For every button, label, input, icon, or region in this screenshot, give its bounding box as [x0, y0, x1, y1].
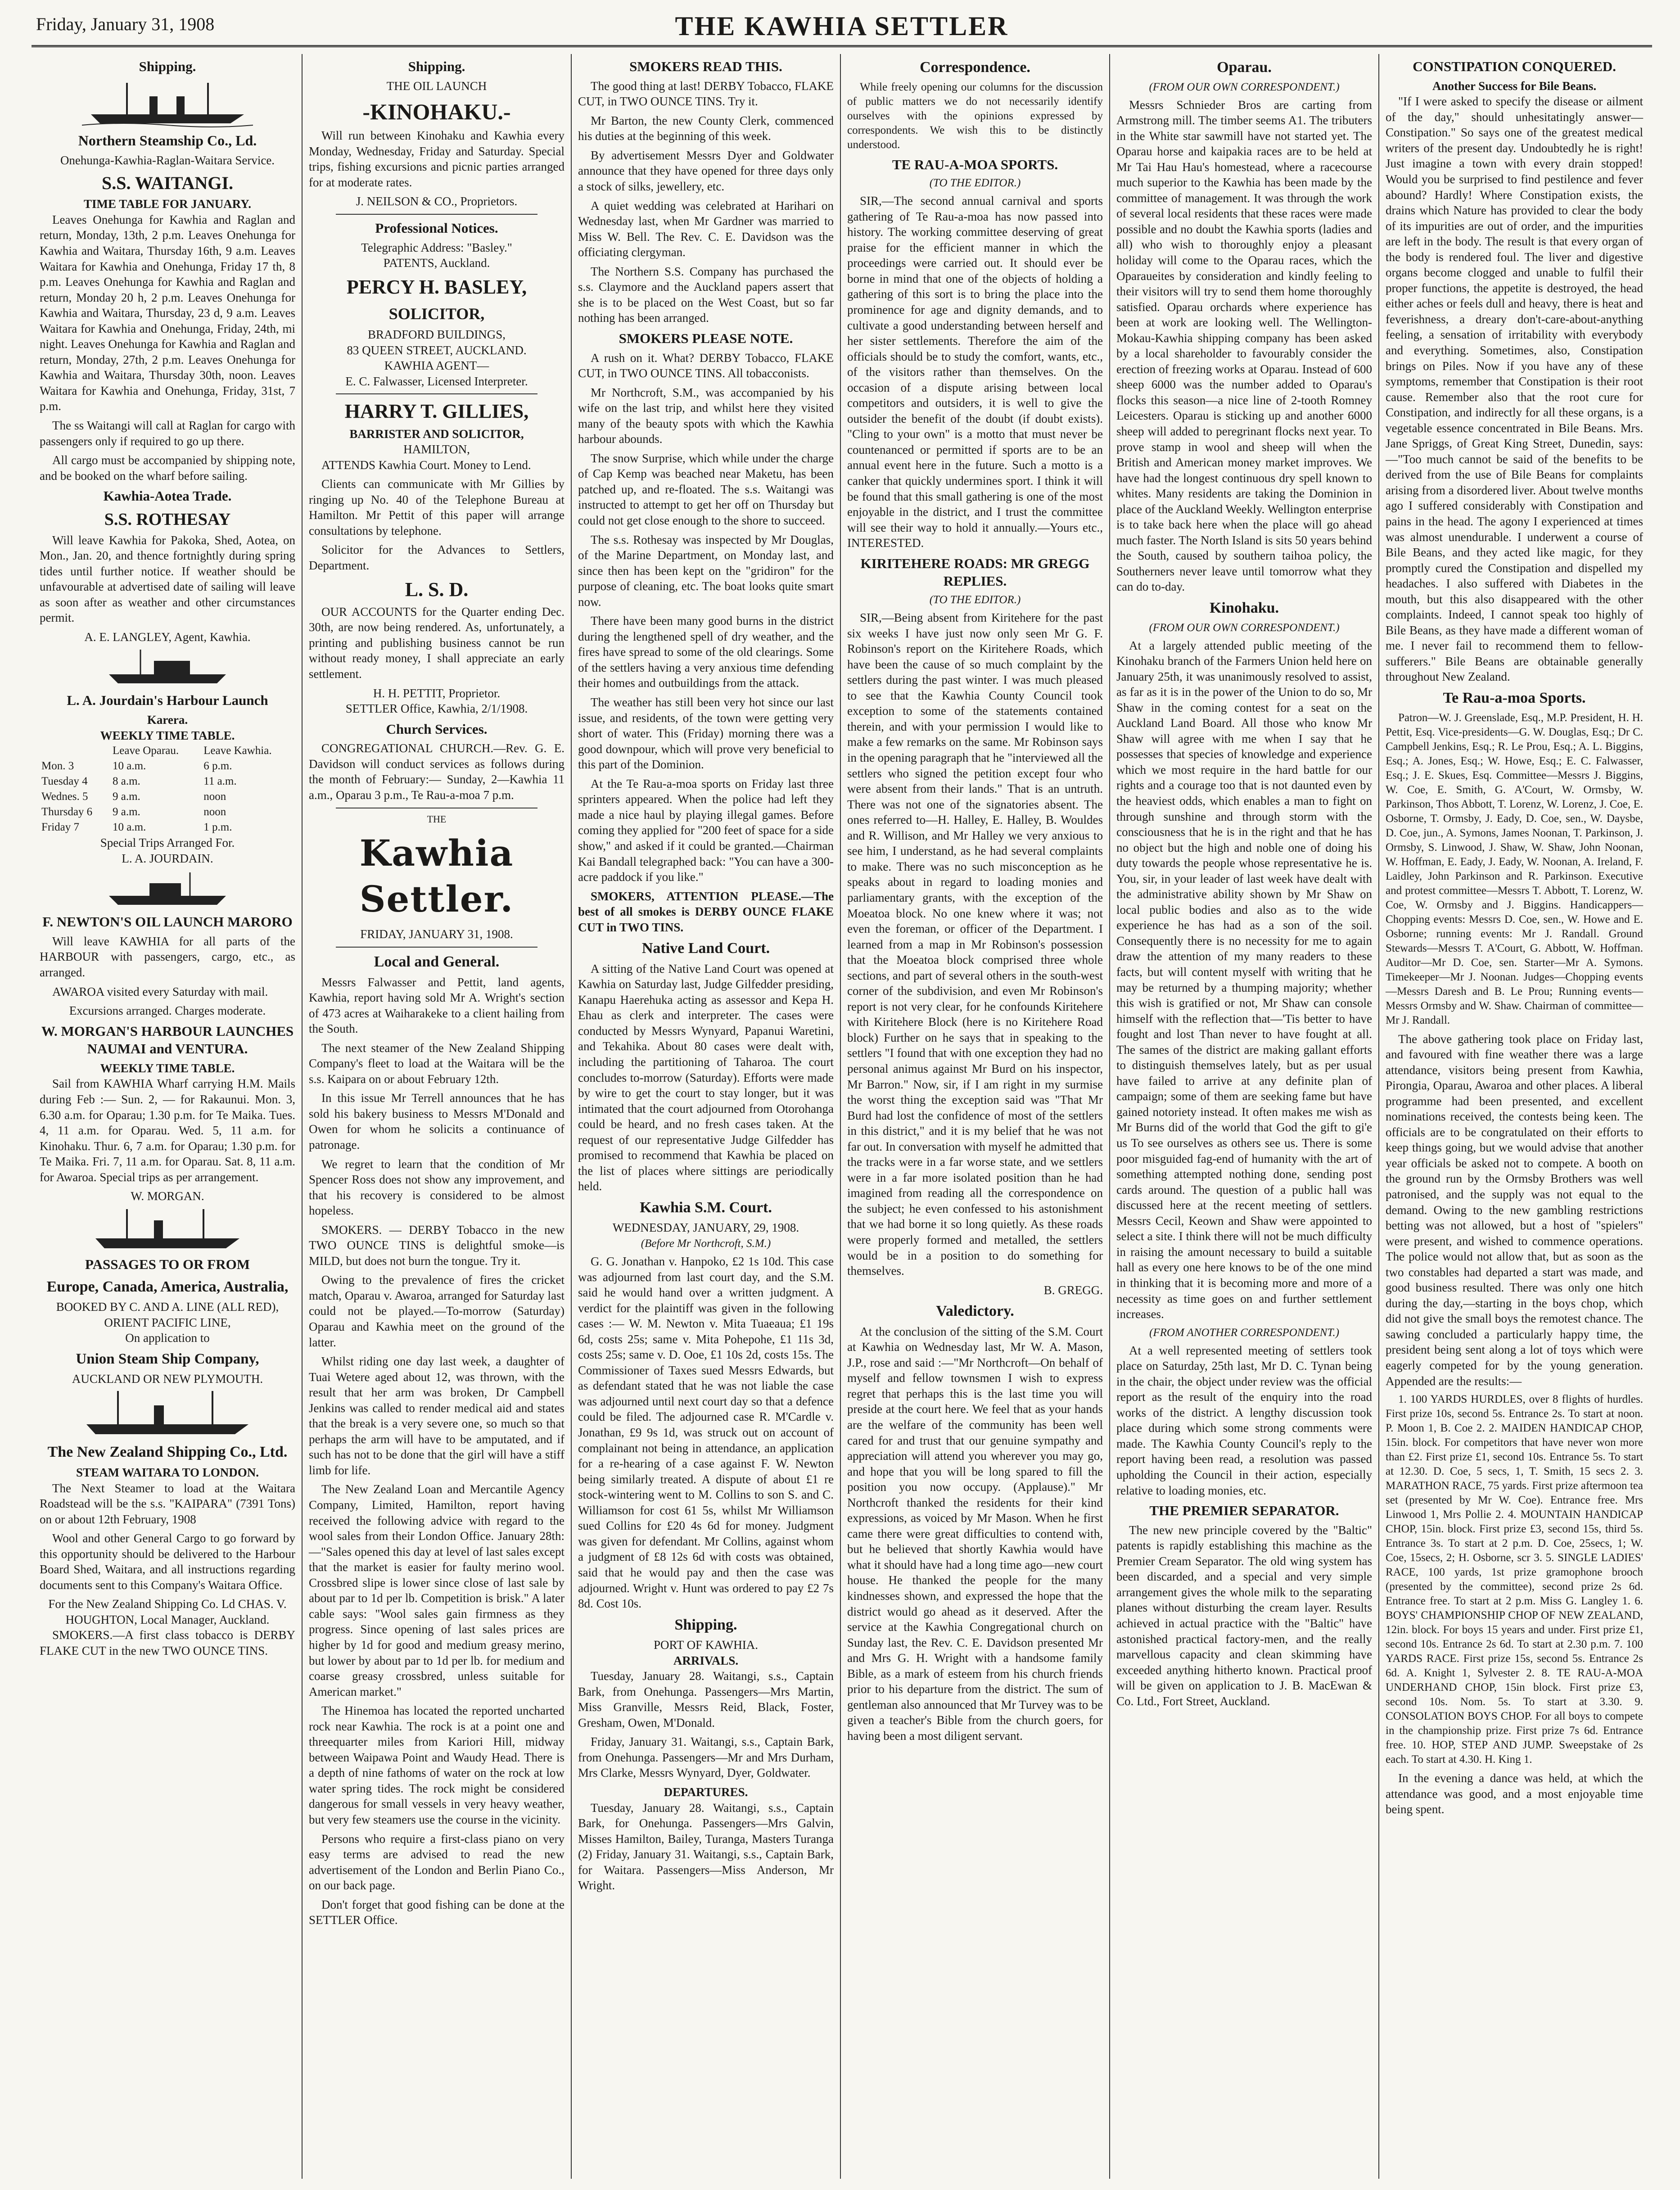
section-heading: Correspondence. [920, 59, 1030, 76]
article-text: At a well represented meeting of settlers took place on Saturday, 25th last, Mr D. C. Tynan being in the chair, the object under review was the official report as the result of the enquiry into the road works of the district. A lengthy discussion took place during which some strong comments were made. The Kawhia County Council's reply to the report having been read, a resolution was passed upholding the Council in their action, especially relative to loading monies, etc. [1116, 1343, 1372, 1497]
article-text: Messrs Schnieder Bros are carting from Armstrong mill. The timber seems A1. The tributers in the White star sawmill have not started yet. The Oparau horse and kaipakia races are to be held at Mr Tai Hau Hau's homestead, where a racecourse much superior to the Kawhia has been made by the committee of management. It was through the work of several local residents that these races were made possible and no doubt the Kawhia sports (ladies and all) who wish to thoroughly enjoy a pleasant holiday will come to the Oparau races, which the Oparaueites by consideration and kindly feeling to their visitors will try to send them home thoroughly satisfied. Oparau orchards where experience has been at work are looking well. The Wellington-Mokau-Kawhia shipping company has been asked by a local shareholder to favourably consider the erection of freezing works at Oparau. Instead of 600 sheep 6000 was the number added to Oparau's flocks this season—a nice line of 2-tooth Romney Leicesters. Oparau is sticking up and another 6000 sheep will added to peregrinant flocks next year. To prove stamp in wool and sheep will when the British and American money market improves. We have had the longest continuous dry spell known to whites. Many residents are taking the Dominion in place of the Auckland Weekly. Wellington enterprise is to take back here when the place will go ahead much faster. The North Island is sits 50 years behind the South, caused by southern taihoa policy, the Southerners never leave until tomorrow what they can do to-day. [1116, 98, 1372, 594]
section-heading: Local and General. [374, 953, 500, 971]
letter-heading: TE RAU-A-MOA SPORTS. [892, 156, 1058, 172]
table-row [40, 774, 295, 789]
ad-heading: PASSAGES TO OR FROM [85, 1256, 250, 1272]
article-text: The weather has still been very hot since our last issue, and residents, of the town were getting very short of water. This (Friday) morning there was a good downpour, which will prove very beneficial to this part of the Dominion. [578, 695, 834, 772]
ad-heading: L. S. D. [405, 578, 469, 601]
column-6 [1379, 54, 1649, 2179]
tobacco-ad: The good thing at last! DERBY Tobacco, FLAKE CUT, in TWO OUNCE TINS. Try it. [578, 79, 834, 108]
article-text: The Hinemoa has located the reported uncharted rock near Kawhia. The rock is at a point one and threequarter miles from Kariori Hill, midway between Waipawa Point and Waudy Head. There is a depth of nine fathoms of water on the rock at low water spring tides. The rock might be considered dangerous for small vessels in very heavy weather, but very few steamers use the course in the vicinity. [309, 1704, 565, 1826]
section-heading: Valedictory. [936, 1303, 1014, 1320]
shipping-entry: Tuesday, January 28. Waitangi, s.s., Captain Bark, for Onehunga. Passengers—Mrs Galvin, Misses Hamilton, Bailey, Turanga, Masters Turanga (2) Friday, January 31. Waitangi, s.s., Captain Bark, for Waitara. Passengers—Miss Anderson, Mr Wright. [578, 1801, 834, 1892]
ad-heading: SOLICITOR, [388, 305, 485, 323]
masthead [36, 9, 1648, 45]
signature: For the New Zealand Shipping Co. Ld CHAS. V. HOUGHTON, Local Manager, Auckland. [48, 1597, 287, 1626]
advertiser-name: HARRY T. GILLIES, [344, 400, 529, 423]
article-text: SMOKERS. — DERBY Tobacco in the new TWO OUNCE TINS is delightful smoke—is MILD, but does not burn the tongue. Try it. [309, 1223, 565, 1268]
table-row [40, 759, 295, 774]
notice-text: Special Trips Arranged For. [100, 836, 235, 850]
section-heading: Oparau. [1217, 59, 1272, 76]
section-heading: Shipping. [408, 59, 465, 74]
section-heading: Kawhia S.M. Court. [640, 1199, 772, 1216]
article-text: Owing to the prevalence of fires the cricket match, Oparau v. Awaroa, arranged for Saturday last could not be played.—To-morrow (Saturday) Oparau and Kawhia meet on the ground of the latter. [309, 1273, 565, 1349]
court-magistrate: (Before Mr Northcroft, S.M.) [641, 1237, 771, 1250]
table-cell: 10 a.m. [112, 760, 146, 772]
table-cell: Friday 7 [41, 821, 80, 834]
timetable-text: Sail from KAWHIA Wharf carrying H.M. Mails during Feb :— Sun. 2, — for Rakaunui. Mon. 3, 6.30 a.m. for Oparau; 1.30 p.m. for Te Maika. Tues. 4, 11 a.m. for Oparau. Wed. 5, 11 a.m. for Kinohaku. Thur. 6, 7 a.m. for Oparau; 1.30 p.m. for Te Maika. Fri. 7, 11 a.m. for Oparau. Sat. 8, 11 a.m. for Awaroa. Special trips as per arrangement. [40, 1077, 295, 1184]
article-text: Mr Barton, the new County Clerk, commenced his duties at the beginning of this week. [578, 113, 834, 143]
table-cell: Thursday 6 [41, 806, 93, 818]
shipping-entry: Tuesday, January 28. Waitangi, s.s., Captain Bark, from Onehunga. Passengers—Mrs Martin, Miss Granville, Messrs Reid, Black, Foster, Gresham, Owen, M'Donald. [578, 1669, 834, 1729]
ad-text: Clients can communicate with Mr Gillies by ringing up No. 40 of the Telephone Bureau at Hamilton. Mr Pettit of this paper will arrange consultations by telephone. [309, 477, 565, 537]
table-cell: 1 p.m. [203, 821, 232, 834]
timetable-text: Leaves Onehunga for Kawhia and Raglan and return, Monday, 13th, 2 p.m. Leaves Onehunga for Kawhia and Waitara, Thursday 16th, 9 a.m. Leaves Waitara for Kawhia and Onehunga, Friday 17 th, 8 p.m. Leaves Onehunga for Kawhia and Raglan and return, Monday 20 h, 2 p.m. Leaves Onehunga for Kawhia and Waitara, Thursday, 23 d, 9 a.m. Leaves Waitara for Kawhia and Onehunga, Friday, 24th, mi night. Leaves Onehunga for Kawhia and Raglan and return, Monday, 27th, 2 p.m. Leaves Onehunga for Kawhia and Waitara, Thursday 30th, noon. Leaves Waitara for Kawhia and Onehunga, Friday, 31st, 7 p.m. [40, 212, 295, 413]
section-heading: Kinohaku. [1209, 600, 1279, 617]
table-cell: noon [203, 806, 226, 818]
launch-illustration [100, 647, 235, 688]
table-header-row [40, 743, 295, 759]
column-1 [33, 54, 302, 2179]
notice-text: All cargo must be accompanied by shipping note, and be booked on the wharf before sailing. [40, 453, 295, 483]
ad-text: BOOKED BY C. AND A. LINE (ALL RED), ORIENT PACIFIC LINE, [56, 1300, 279, 1329]
article-text: The s.s. Rothesay was inspected by Mr Douglas, of the Marine Department, on Monday last, and since then has been kept on the "gridiron" for the purpose of cleaning, etc. The boat looks quite smart now. [578, 533, 834, 609]
table-cell: 9 a.m. [112, 806, 140, 818]
court-date: WEDNESDAY, JANUARY, 29, 1908. [612, 1221, 799, 1235]
table-cell: Mon. 3 [41, 760, 74, 772]
launch-heading: W. MORGAN'S HARBOUR LAUNCHES NAUMAI and VENTURA. [41, 1023, 294, 1057]
advertiser-name: PERCY H. BASLEY, [346, 275, 527, 298]
ad-text: "If I were asked to specify the disease or ailment of the day," should unhesitatingly answer—Constipation." So says one of the greatest medical writers of the present day. Undoubtedly he is right! Just imagine a town with every drain stopped! Would you be surprised to find pestilence and fever abound? Hardly! Where Constipation exists, the drains which Nature has provided to clear the body of its impurities are out of order, and the impurities are left in the body. The result is that every organ of the body is rendered foul. The liver and digestive organs become clogged and unable to fulfil their proper functions, the appetite is destroyed, the head either aches or feels dull and heavy, there is heat and feverishness, a dreary don't-care-about-anything feeling, a sensation of irritability with everybody and everything. Sometimes, also, Constipation brings on Piles. Now if you have any of these symptoms, remember that Constipation is their root cause. Remember also that the root cure for Constipation, and indirectly for all these organs, is a vegetable essence concentrated in Bile Beans. Mrs. Jane Spriggs, of Great King Street, Dunedin, says:—"Too much cannot be said of the benefits to be derived from the use of Bile Beans for complaints arising from a disordered liver. About twelve months ago I suffered considerably with Constipation and pains in the head. The agony I experienced at times was almost unendurable. I underwent a course of Bile Beans, and they acted like magic, for they promptly cured the Constipation and dispelled my headaches. I also suffered with Diabetes in the mouth, but this also disappeared with the other complaints. Indeed, I cannot speak too highly of Bile Beans, as they have made a different woman of me. I never fail to recommend them to fellow-sufferers." Bile Beans are obtainable generally throughout New Zealand. [1386, 95, 1643, 684]
subheading: DEPARTURES. [664, 1785, 748, 1799]
divider [336, 393, 537, 394]
editorial-note: While freely opening our columns for the discussion of public matters we do not necessarily identify ourselves with the opinions expressed by correspondents. We wish this to be distinctly understood. [847, 81, 1103, 151]
steamship-illustration [86, 1207, 248, 1252]
ad-text: Will run between Kinohaku and Kawhia every Monday, Wednesday, Friday and Saturday. Special trips, fishing excursions and picnic parties arranged for at moderate rates. [309, 129, 565, 189]
officials-list: Patron—W. J. Greenslade, Esq., M.P. President, H. H. Pettit, Esq. Vice-presidents—G. W. Douglas, Esq.; Dr C. Campbell Jenkins, Esq.; R. Le Prou, Esq.; A. L. Biggins, Esq.; A. Jones, Esq.; W. Howe, Esq.; E. C. Falwasser, Esq.; J. E. Skues, Esq. Committee—Messrs J. Biggins, W. Coe, E. Smith, G. A'Court, W. Ormsby, W. Parkinson, Thos Abbott, T. Lorenz, W. Lorenz, J. Coe, E. Osborne, T. Ormsby, J. Eady, D. Coe, sen., W. Daysbe, D. Coe, jun., A. Symons, James Noonan, T. Parkinson, J. Ormsby, S. Linwood, J. Shaw, W. Shaw, John Noonan, W. Hoffman, E. Eady, J. Eady, W. Noonan, A. Ireland, F. Laidley, John Parkinson and R. Parkinson. Executive and protest committee—Messrs T. Abbott, T. Lorenz, W. Coe, W. Ormsby and J. Biggins. Handicappers—Chopping events: Messrs D. Coe, sen., W. Howe and E. Osborne; running events: Mr J. Randall. Ground Stewards—Messrs T. A'Court, G. Abbott, W. Hoffman. Auditor—Mr D. Coe, sen. Starter—Mr A. Symons. Timekeeper—Mr J. Noonan. Judges—Chopping events—Messrs Daresh and B. Le Prou; Running events—Messrs Ormsby and W. Shaw. Chairman of committee—Mr J. Randall. [1386, 711, 1643, 1026]
paper-title: THE KAWHIA SETTLER [675, 11, 1009, 41]
article-text: At the conclusion of the sitting of the S.M. Court at Kawhia on Wednesday last, Mr W. A. Mason, J.P., rose and said :—"Mr Northcroft—On behalf of myself and fellow townsmen I wish to express regret that perhaps this is the last time you will preside at the court here. We feel that as your hands are the welfare of the community has been well cared for and trust that our genuine sympathy and appreciation will attend you wherever you may go, and hope that you will be long spared to fill the position you now occupy. (Applause)." Mr Northcroft thanked the residents for their kind expressions, as voiced by Mr Mason. When he first came there were great difficulties to contend with, but he believed that shortly Kawhia would have what it should have had a long time ago—new court house. He thanked the people for the many kindnesses shown, and expressed the hope that the district would go ahead as it deserved. After the service at the Kawhia Congregational church on Sunday last, the Rev. C. E. Davidson presented Mr and Mrs G. H. Wright with a handsome family Bible, as a mark of esteem from his church friends prior to his departure from the district. The sum of gentleman also announced that Mr Turvey was to be given a teacher's Bible from the church goers, for having been a most diligent servant. [847, 1324, 1103, 1743]
launch-timetable [40, 743, 295, 835]
article-text: At the Te Rau-a-moa sports on Friday last three sprinters appeared. When the police had left they made a nice haul by playing illegal games. Before coming they applied for "200 feet of space for a side show," and asked if it could be granted.—Chairman Kai Bandall telegraphed back: "You can have a 300-acre paddock if you like." [578, 777, 834, 884]
launch-heading: F. NEWTON'S OIL LAUNCH MARORO [42, 914, 293, 930]
issue-date-header: Friday, January 31, 1908 [36, 14, 215, 34]
table-cell: noon [203, 790, 226, 803]
table-cell: 8 a.m. [112, 775, 140, 788]
notice-text: AWAROA visited every Saturday with mail. [52, 984, 268, 998]
article-text: Messrs Falwasser and Pettit, land agents, Kawhia, report having sold Mr A. Wright's section of 473 acres at Waiharakeke to a client hailing from the South. [309, 975, 565, 1036]
table-cell: 11 a.m. [203, 775, 237, 788]
signature: J. NEILSON & CO., Proprietors. [356, 194, 518, 208]
table-row [40, 804, 295, 820]
column-3 [572, 54, 840, 2179]
ad-text: The Next Steamer to load at the Waitara Roadstead will be the s.s. "KAIPARA" (7391 Tons) on or about 12th February, 1908 [40, 1481, 295, 1526]
ad-heading: SMOKERS PLEASE NOTE. [619, 330, 793, 346]
ad-text: BRADFORD BUILDINGS, [367, 328, 506, 342]
signature: B. GREGG. [1043, 1283, 1103, 1297]
ad-text: Wool and other General Cargo to go forward by this opportunity should be delivered to the Harbour Board Shed, Waitara, and all instructions regarding documents sent to this Company's Waitara Office. [40, 1531, 295, 1592]
results-list: 1. 100 YARDS HURDLES, over 8 flights of hurdles. First prize 10s, second 5s. Entrance 2s. To start at noon. P. Moon 1, B. Coe 2. 2. MAIDEN HANDICAP CHOP, 15in. block. For competitors that have never won more than £2. First prize £1, second 10s. Entrance 5s. To start at 12.30. D. Coe, 5 secs, 1, T. Smith, 15 secs 2. 3. MARATHON RACE, 75 yards. First prize aftermoon tea set (presented by Mr W. Coe). Entrance free. Mrs Linwood 1, Mrs Pollie 2. 4. MOUNTAIN HANDICAP CHOP, 15in. block. First prize £3, second 15s, third 5s. Entrance 3s. To start at 2 p.m. D. Coe, 25secs, 1; W. Coe, 15secs, 2; H. Osborne, scr 3. 5. SINGLE LADIES' RACE, 100 yards, 1st prize gramophone brooch (presented by the committee), second prize 2s 6d. Entrance free. To start at 2 p.m. Miss G. Langley 1. 6. BOYS' CHAMPIONSHIP CHOP OF NEW ZEALAND, 12in. block. For boys 15 years and under. First prize £1, second 10s. Entrance 2s 6d. To start at 2.30 p.m. 7. 100 YARDS RACE. First prize 15s, second 5s. Entrance 2s 6d. A. Knight 1, Sylvester 2. 8. TE RAU-A-MOA UNDERHAND CHOP, 15in block. First prize £3, second 10s. Nom. 5s. To start at 3.30. 9. CONSOLATION BOYS CHOP. For all boys to compete in the championship prize. First prize 7s 6d. Entrance free. 10. HOP, STEP AND JUMP. Sweepstake of 2s each. To start at 4.30. H. King 1. [1386, 1393, 1643, 1766]
ad-text: PATENTS, Auckland. [383, 256, 490, 270]
letter-address: (TO THE EDITOR.) [929, 177, 1021, 190]
letter-heading: KIRITEHERE ROADS: MR GREGG REPLIES. [860, 555, 1090, 589]
article-text: A quiet wedding was celebrated at Harihari on Wednesday last, when Mr Gardner was married to Miss W. Bell. The Rev. C. E. Davidson was the officiating clergyman. [578, 199, 834, 259]
article-text: By advertisement Messrs Dyer and Goldwater announce that they have opened for three days only a stock of silks, jewellery, etc. [578, 148, 834, 193]
ad-text: On application to [125, 1331, 210, 1345]
table-header-cell: Leave Oparau. [112, 745, 179, 757]
subheading: ARRIVALS. [673, 1653, 739, 1667]
table-row [40, 820, 295, 835]
notice-text: Will leave KAWHIA for all parts of the HARBOUR with passengers, cargo, etc., as arranged. [40, 934, 295, 979]
article-text: The next steamer of the New Zealand Shipping Company's fleet to load at the Waitara will be the s.s. Kaipara on or about February 12th. [309, 1041, 565, 1086]
section-heading: Church Services. [386, 721, 488, 737]
timetable-heading: TIME TABLE FOR JANUARY. [83, 197, 252, 211]
shipping-entry: Friday, January 31. Waitangi, s.s., Captain Bark, from Onehunga. Passengers—Mr and Mrs Durham, Mrs Clarke, Messrs Wynyard, Dyer, Goldwater. [578, 1735, 834, 1780]
subheading: PORT OF KAWHIA. [654, 1638, 758, 1652]
ad-heading: CONSTIPATION CONQUERED. [1413, 59, 1616, 74]
ship-name: S.S. ROTHESAY [104, 510, 231, 529]
ad-text: 83 QUEEN STREET, AUCKLAND. [347, 343, 527, 357]
ad-text: KAWHIA AGENT— [384, 359, 489, 373]
byline: (FROM ANOTHER CORRESPONDENT.) [1149, 1326, 1339, 1339]
tobacco-ad: SMOKERS.—A first class tobacco is DERBY FLAKE CUT in the new TWO OUNCE TINS. [40, 1628, 295, 1657]
ship-name: S.S. WAITANGI. [102, 173, 233, 194]
section-heading: Te Rau-a-moa Sports. [1443, 690, 1586, 706]
issue-date: FRIDAY, JANUARY 31, 1908. [360, 927, 513, 941]
launch-illustration [100, 869, 235, 909]
ad-text: SETTLER Office, Kawhia, 2/1/1908. [345, 702, 528, 716]
notice-text: Excursions arranged. Charges moderate. [69, 1004, 266, 1018]
launch-name: -KINOHAKU.- [362, 99, 511, 125]
ad-heading: SMOKERS READ THIS. [629, 59, 782, 74]
signature: H. H. PETTIT, Proprietor. [373, 686, 501, 700]
letter-text: SIR,—Being absent from Kiritehere for the past six weeks I have just now only seen Mr G. F. Robinson's report on the Kiritehere Roads, which have been the cause of so much complaint by the settlers during the past winter. I was much pleased to see that the Kawhia County Council took exception to some of the statements contained therein, and with your permission I would like to make a few remarks on the same. Mr Robinson says in the opening paragraph that he "interviewed all the settlers who signed the petition except four who were absent from their lands." That is an untruth. There was not one of the signatories absent. The ones referred to—H. Halley, E. Halley, B. Wouldes and R. Willison, and Mr Halley we very anxious to see him, I understand, as he had several complaints to make. There was no such misconception as he speaks about in regard to loading monies and parliamentary grants, with the exception of the Moeatoa block. No one knew where it was; not even the foreman, or officer of the Department. I learned from a map in Mr Robinson's possession that the Moeatoa block comprised three whole sections, and part of several others in the south-west corner of the subdivision, and even Mr Robinson's report is not very clear, for he confounds Kiritehere with Kiritehere Block (here is no Kiritehere Road block) Further on he says that in speaking to the settlers "I found that with one exception they had no personal animus against Mr Burd on his inspector, Mr Barron." Now, sir, if I am right in my surmise the worst thing the exception said was "That Mr Burd had lost the confidence of most of the settlers in this district," and it is my belief that he was not far out. In conversation with myself he admitted that the tracks were in a far worse state, and we settlers were in a far more isolated position than he had imagined from reading all the correspondence on the subject; he even confessed to his astonishment that we had borne it so long quietly. As these roads were properly formed and metalled, the settlers would be in a position to do something for themselves. [847, 611, 1103, 1278]
steamship-illustration [82, 78, 253, 128]
article-text: In the evening a dance was held, at which the attendance was good, and a most enjoyable time being spent. [1386, 1771, 1643, 1816]
section-heading: Shipping. [139, 59, 196, 74]
article-text: Mr Northcroft, S.M., was accompanied by his wife on the last trip, and whilst here they visited many of the beauty spots with which the Kawhia harbour abounds. [578, 385, 834, 446]
article-text: A sitting of the Native Land Court was opened at Kawhia on Saturday last, Judge Gilfedder presiding, Kanapu Haerehuka acting as assessor and Kepa H. Ehau as clerk and interpreter. The cases were conducted by Messrs Wynyard, Papanui Waretini, and Tekahika. About 80 cases were dealt with, including the partitioning of Taharoa. The court concludes to-morrow (Saturday). Efforts were made by wire to get the court to stay longer, but it was intimated that the court adjourned from Otorohanga could be heard, and no fresh cases taken. At the request of our representative Judge Gilfedder has promised to recommend that Kawhia be placed on the list of places where sittings are periodically held. [578, 962, 834, 1193]
letter-text: SIR,—The second annual carnival and sports gathering of Te Rau-a-moa has now passed into history. The working committee deserving of great praise for the efficient manner in which the proceedings were carried out. It should ever be borne in mind that one of the objects of holding a gathering of this sort is to bring the place into the prominence for age and dignity demands, and to cultivate a good understanding between herself and her sister settlements. Therefore the aim of the officials should be to study the comfort, wants, etc., of the visitors rather than themselves. On the occasion of a dispute arising between local competitors and outsiders, it is well to give the outsider the benefit of the doubt (if doubt exists). "Cling to your own" is a motto that must never be countenanced or permitted if sports are to be an annual event here in the future. Such a motto is a canker that quickly undermines sport. I think it will be found that this small gathering is one of the most enjoyable in the district, and I trust the committee will see their way to hold it annually.—Yours etc., INTERESTED. [847, 194, 1103, 550]
notice-text: Will leave Kawhia for Pakoka, Shed, Aotea, on Mon., Jan. 20, and thence fortnightly during spring tides until further notice. If weather should be unfavourable at advertised date of sailing will leave as soon after as weather and other circumstances permit. [40, 533, 295, 625]
section-heading: Professional Notices. [375, 220, 498, 236]
article-text: The snow Surprise, which while under the charge of Cap Kemp was beached near Maketu, has been patched up, and re-floated. The s.s. Waitangi was instructed to attempt to get her off on Thursday but could not get close enough to the shore to succeed. [578, 451, 834, 528]
table-header-cell [40, 743, 111, 759]
article-text: The above gathering took place on Friday last, and favoured with fine weather there was a large attendance, visitors being present from Kawhia, Pirongia, Oparau, Awaroa and other places. A liberal programme had been presented, and excellent nominations received, the contests being keen. The officials are to be congratulated on their efforts to keep things going, but we would advise that another year officials be asked not to compete. A booth on the ground run by the Ormsby Brothers was well patronised, and the supply was not equal to the demand. Owing to the new gambling restrictions betting was not allowed, but a host of "spielers" were present, and wished to commence operations. The police would not allow that, but as soon as the two constables had departed a start was made, and good business resulted. There was only one hitch during the day,—starting in the boys chop, which did not give the small boys the remotest chance. The sawing concluded a particularly happy time, the president being sent along a lot of toys which were eagerly competed for by the young generation. Appended are the results:— [1386, 1032, 1643, 1388]
article-text: Don't forget that good fishing can be done at the SETTLER Office. [309, 1897, 565, 1927]
ad-text: Solicitor for the Advances to Settlers, Department. [309, 543, 565, 572]
newspaper-nameplate: Kawhia Settler. [359, 831, 514, 921]
article-text: The New Zealand Loan and Mercantile Agency Company, Limited, Hamilton, report having received the following advice with regard to the wool sales from their London Office. January 28th:—"Sales opened this day at level of last sales except that the market is easier for faulty merino wool. Crossbred slipe is lower since close of last sale by about par to 1d per lb. Competition is brisk." A later cable says: "Wool sales gain firmness as they progress. Since opening of last sales prices are higher by 1d for good and medium greasy merino, but lower by about par to 1d per lb. for medium and coarse greasy crossbred, unless suitable for American market." [309, 1482, 565, 1698]
ad-text: OUR ACCOUNTS for the Quarter ending Dec. 30th, are now being rendered. As, unfortunately, a printing and publishing business cannot be run without ready money, I shall appreciate an early settlement. [309, 605, 565, 681]
article-text: The Northern S.S. Company has purchased the s.s. Claymore and the Auckland papers assert that she is to be placed on the West Coast, but so far nothing has been arranged. [578, 264, 834, 325]
signature: A. E. LANGLEY, Agent, Kawhia. [84, 630, 251, 644]
article-text: Persons who require a first-class piano on very easy terms are advised to read the new advertisement of the London and Berlin Piano Co., on our back page. [309, 1832, 565, 1892]
article-text: G. G. Jonathan v. Hanpoko, £2 1s 10d. This case was adjourned from last court day, and the S.M. said he would hand over a written judgment. A verdict for the plaintiff was given in the following cases :— W. M. Newton v. Mita Tuaeaua; £1 19s 6d, costs 25s; same v. Mita Pohepohe, £1 11s 3d, costs 25s; same v. D. Ooe, £1 10s 2d, costs 15s. The Commissioner of Taxes sued Messrs Edwards, but as defendant stated that he was not liable the case was adjourned until next court day so that a defence could be filed. The adjourned case R. M'Cardle v. Jonathan, £9 9s 1d, was struck out on account of complainant not being in attendance, an application for a re-hearing of a case against F. W. Newton being similarly treated. A dispute of about £1 re stock-wintering went to M. Collins to son S. and C. Williamson for cost 61 5s, whilst Mr Williamson sued Collins for £20 4s 6d for money. Judgment was given for defendant. Mr Collins, against whom a judgment of £8 12s 6d with costs was obtained, said that he would pay and then the case was adjourned. Wright v. Hunt was ordered to pay £2 7s 8d. Cost 10s. [578, 1255, 834, 1611]
ad-heading: THE PREMIER SEPARATOR. [1149, 1503, 1339, 1519]
signature: L. A. JOURDAIN. [122, 851, 213, 865]
table-header-cell: Leave Kawhia. [203, 745, 272, 757]
table-cell: 9 a.m. [112, 790, 140, 803]
timetable-heading: WEEKLY TIME TABLE. [100, 728, 235, 742]
article-text: Whilst riding one day last week, a daughter of Tuai Wetere aged about 12, was thrown, with the result that her arm was broken, Dr Campbell Jenkins was called to render medical aid and states that the break is a very severe one, so much so that perhaps the arm will have to be amputated, and if such has not to be done that the girl will have a stiff limb for life. [309, 1355, 565, 1477]
divider [336, 214, 537, 215]
ad-subheading: Another Success for Bile Beans. [1432, 79, 1597, 93]
article-text: We regret to learn that the condition of Mr Spencer Ross does not show any improvement, and that his recovery is considered to be almost hopeless. [309, 1157, 565, 1218]
article-text: At a largely attended public meeting of the Kinohaku branch of the Farmers Union held here on January 25th, it was unanimously resolved to assist, as far as it is in the power of the Union to do so, Mr Shaw in the coming contest for a seat on the Auckland Land Board. All those who know Mr Shaw will agree with me when I say that he possesses that species of knowledge and experience which we most require in the hard battle for our rights and a courage too that is not daunted even by the heaviest odds, which enables a man to fight on through sunshine and through storm with the consciousness that he is in the right and that he has no object but the high and noble one of doing his duty towards the people whose representative he is. You, sir, in your leader of last week have dealt with the administrative ability shown by Mr Shaw on local public bodies and also as to the wide experience he has had as a son of the soil. Consequently there is no necessity for me to again draw the attention of my many readers to these facts, but will content myself with writing that he may be returned by a thumping majority; whether this wish is gratified or not, Mr Shaw can console himself with the reflection that—'Tis better to have fought and lost Than never to have fought at all. The sames of the district are making gallant efforts to distinguish themselves lately, but as per usual have failed to arrive at any definite plan of campaign; some of them are seeking fame but have gained notoriety instead. It often makes me wish as Mr Burns did of the world that God the gift to gi'e us To see ourselves as others see us. There is some poor misguided fag-end of humanity with the art of something attempted nothing done, sending post cards around. The question of a public hall was discussed here at the recent meeting of settlers. Messrs Cecil, Keown and Shaw were appointed to select a site. I think there will not be much difficulty in raising the amount necessary to build a suitable hall as every one here knows to be of the one mind in thinking that it is becoming more and more of a necessity as time goes on and further settlement increases. [1116, 638, 1372, 1321]
table-cell: 6 p.m. [203, 760, 232, 772]
ad-text: E. C. Falwasser, Licensed Interpreter. [345, 374, 528, 388]
byline: (FROM OUR OWN CORRESPONDENT.) [1149, 621, 1340, 634]
column-4 [841, 54, 1109, 2179]
masthead-rule [32, 45, 1652, 47]
ad-text: HAMILTON, [403, 443, 470, 456]
tobacco-ad: SMOKERS, ATTENTION PLEASE.—The best of all smokes is DERBY OUNCE FLAKE CUT in TWO TINS. [578, 889, 834, 934]
ad-heading: THE OIL LAUNCH [386, 79, 487, 93]
launch-name: Karera. [147, 713, 188, 727]
column-5 [1110, 54, 1378, 2179]
tobacco-ad: A rush on it. What? DERBY Tobacco, FLAKE CUT, in TWO OUNCE TINS. All tobacconists. [578, 351, 834, 380]
section-heading: Shipping. [674, 1616, 737, 1633]
table-cell: Wednes. 5 [41, 790, 88, 803]
company-name: The New Zealand Shipping Co., Ltd. [47, 1444, 288, 1461]
article-text: In this issue Mr Terrell announces that he has sold his bakery business to Messrs M'Donald and Owen for whom he solicits a continuance of patronage. [309, 1091, 565, 1151]
ad-text: The new new principle covered by the "Baltic" patents is rapidly establishing this machine as the Premier Cream Separator. The old wing system has been discarded, and a special and very simple arrangement gives the whole milk to the separating planes without disturbing the cream layer. Results achieved in actual practice with the "Baltic" have astonished practical factory-men, and the really marvellous capacity and clean skimming have exceeded anything hitherto known. Practical proof will be given on application to J. B. MacEwan & Co. Ltd., Fort Street, Auckland. [1116, 1523, 1372, 1708]
nameplate-the: THE [427, 813, 447, 825]
divider [336, 947, 537, 948]
article-text: There have been many good burns in the district during the lengthened spell of dry weather, and the fires have spread to some of the old clearings. Some of the settlers having a very anxious time defending their homes and outbuildings from the attack. [578, 614, 834, 690]
ad-text: AUCKLAND OR NEW PLYMOUTH. [72, 1372, 263, 1386]
ad-text: Telegraphic Address: "Basley." [361, 240, 512, 254]
notice-text: The ss Waitangi will call at Raglan for cargo with passengers only if required to go up there. [40, 419, 295, 448]
timetable-heading: WEEKLY TIME TABLE. [100, 1061, 235, 1075]
table-cell: Tuesday 4 [41, 775, 88, 788]
letter-address: (TO THE EDITOR.) [929, 594, 1021, 606]
article-text: CONGREGATIONAL CHURCH.—Rev. G. E. Davidson will conduct services as follows during the month of February:— Sunday, 2—Kawhia 11 a.m., Oparau 3 p.m., Te Rau-a-moa 7 p.m. [309, 741, 565, 802]
column-2 [303, 54, 571, 2179]
launch-heading: L. A. Jourdain's Harbour Launch [67, 692, 268, 709]
signature: W. MORGAN. [131, 1189, 204, 1203]
table-cell: 10 a.m. [112, 821, 146, 834]
company-name: Union Steam Ship Company, [76, 1350, 259, 1367]
steamship-illustration [82, 1389, 253, 1439]
ad-heading: Europe, Canada, America, Australia, [46, 1278, 289, 1295]
ad-heading: STEAM WAITARA TO LONDON. [76, 1465, 259, 1479]
table-row [40, 789, 295, 804]
section-heading: Native Land Court. [641, 940, 770, 957]
byline: (FROM OUR OWN CORRESPONDENT.) [1149, 81, 1340, 93]
route-name: Onehunga-Kawhia-Raglan-Waitara Service. [60, 153, 275, 167]
ad-text: ATTENDS Kawhia Court. Money to Lend. [321, 458, 531, 472]
section-heading: Kawhia-Aotea Trade. [103, 488, 232, 504]
ad-heading: BARRISTER AND SOLICITOR, [349, 427, 524, 441]
company-name: Northern Steamship Co., Ld. [78, 132, 257, 149]
